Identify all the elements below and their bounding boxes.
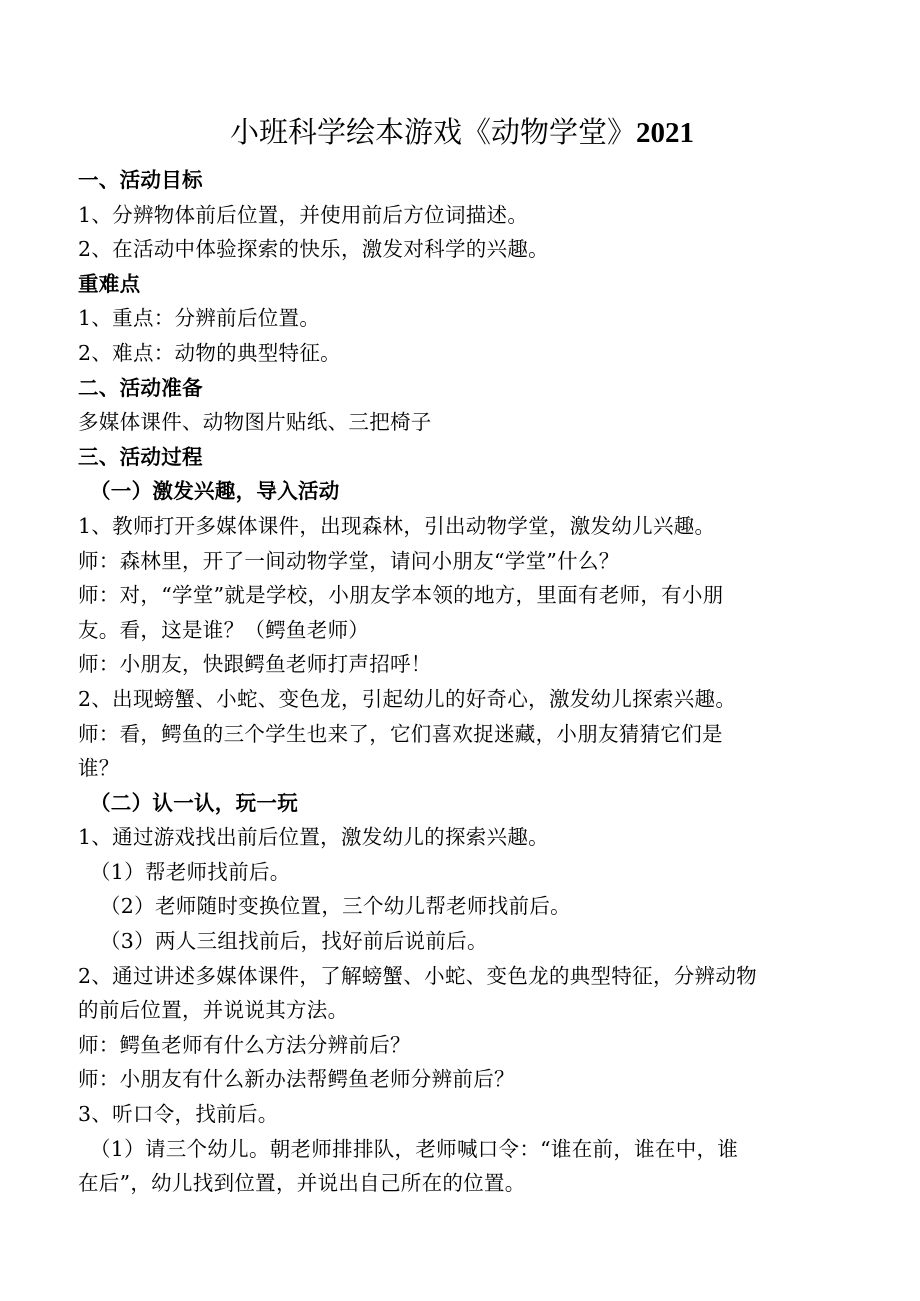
paragraph-line: 1、教师打开多媒体课件，出现森林，引出动物学堂，激发幼儿兴趣。 [78, 513, 716, 538]
title-text: 小班科学绘本游戏《动物学堂》 [229, 115, 636, 149]
paragraph-line: 在后”，幼儿找到位置，并说出自己所在的位置。 [78, 1171, 526, 1196]
section-heading-preparation: 二、活动准备 [78, 375, 203, 400]
paragraph-line: 1、通过游戏找出前后位置，激发幼儿的探索兴趣。 [78, 825, 549, 850]
paragraph-line: 谁？ [78, 756, 120, 781]
section-heading-key-points: 重难点 [78, 271, 141, 296]
paragraph-line: 师：森林里，开了一间动物学堂，请问小朋友“学堂”什么？ [78, 548, 620, 573]
paragraph-line: 2、通过讲述多媒体课件，了解螃蟹、小蛇、变色龙的典型特征，分辨动物 [78, 963, 757, 988]
section-heading-process: 三、活动过程 [78, 444, 203, 469]
key-point-2: 2、难点：动物的典型特征。 [78, 340, 341, 365]
paragraph-line: 师：小朋友有什么新办法帮鳄鱼老师分辨前后？ [78, 1067, 515, 1092]
paragraph-line: 的前后位置，并说说其方法。 [78, 998, 349, 1023]
paragraph-line: 师：看，鳄鱼的三个学生也来了，它们喜欢捉迷藏，小朋友猜猜它们是 [78, 721, 723, 746]
paragraph-line: 师：小朋友，快跟鳄鱼老师打声招呼！ [78, 652, 432, 677]
goal-item-1: 1、分辨物体前后位置，并使用前后方位词描述。 [78, 202, 529, 227]
document-page [78, 108, 838, 1201]
subsection-heading-1: （一）激发兴趣，导入活动 [90, 479, 340, 504]
list-item: （1）帮老师找前后。 [90, 859, 291, 884]
goal-item-2: 2、在活动中体验探索的快乐，激发对科学的兴趣。 [78, 237, 549, 262]
paragraph-line: 2、出现螃蟹、小蛇、变色龙，引起幼儿的好奇心，激发幼儿探索兴趣。 [78, 686, 737, 711]
key-point-1: 1、重点：分辨前后位置。 [78, 306, 321, 331]
subsection-heading-2: （二）认一认，玩一玩 [90, 790, 298, 815]
document-title [78, 108, 838, 157]
list-item: （3）两人三组找前后，找好前后说前后。 [100, 929, 488, 954]
section-heading-goals: 一、活动目标 [78, 168, 203, 192]
paragraph-line: 3、听口令，找前后。 [78, 1102, 279, 1127]
list-item: （2）老师随时变换位置，三个幼儿帮老师找前后。 [100, 894, 571, 919]
paragraph-line: 师：对，“学堂”就是学校，小朋友学本领的地方，里面有老师，有小朋 [78, 583, 724, 608]
paragraph-line: 友。看，这是谁？（鳄鱼老师） [78, 617, 370, 642]
preparation-text: 多媒体课件、动物图片贴纸、三把椅子 [78, 410, 432, 435]
title-year: 2021 [636, 117, 694, 149]
list-item: （1）请三个幼儿。朝老师排排队，老师喊口令：“谁在前，谁在中，谁 [90, 1136, 739, 1161]
paragraph-line: 师：鳄鱼老师有什么方法分辨前后？ [78, 1032, 411, 1057]
